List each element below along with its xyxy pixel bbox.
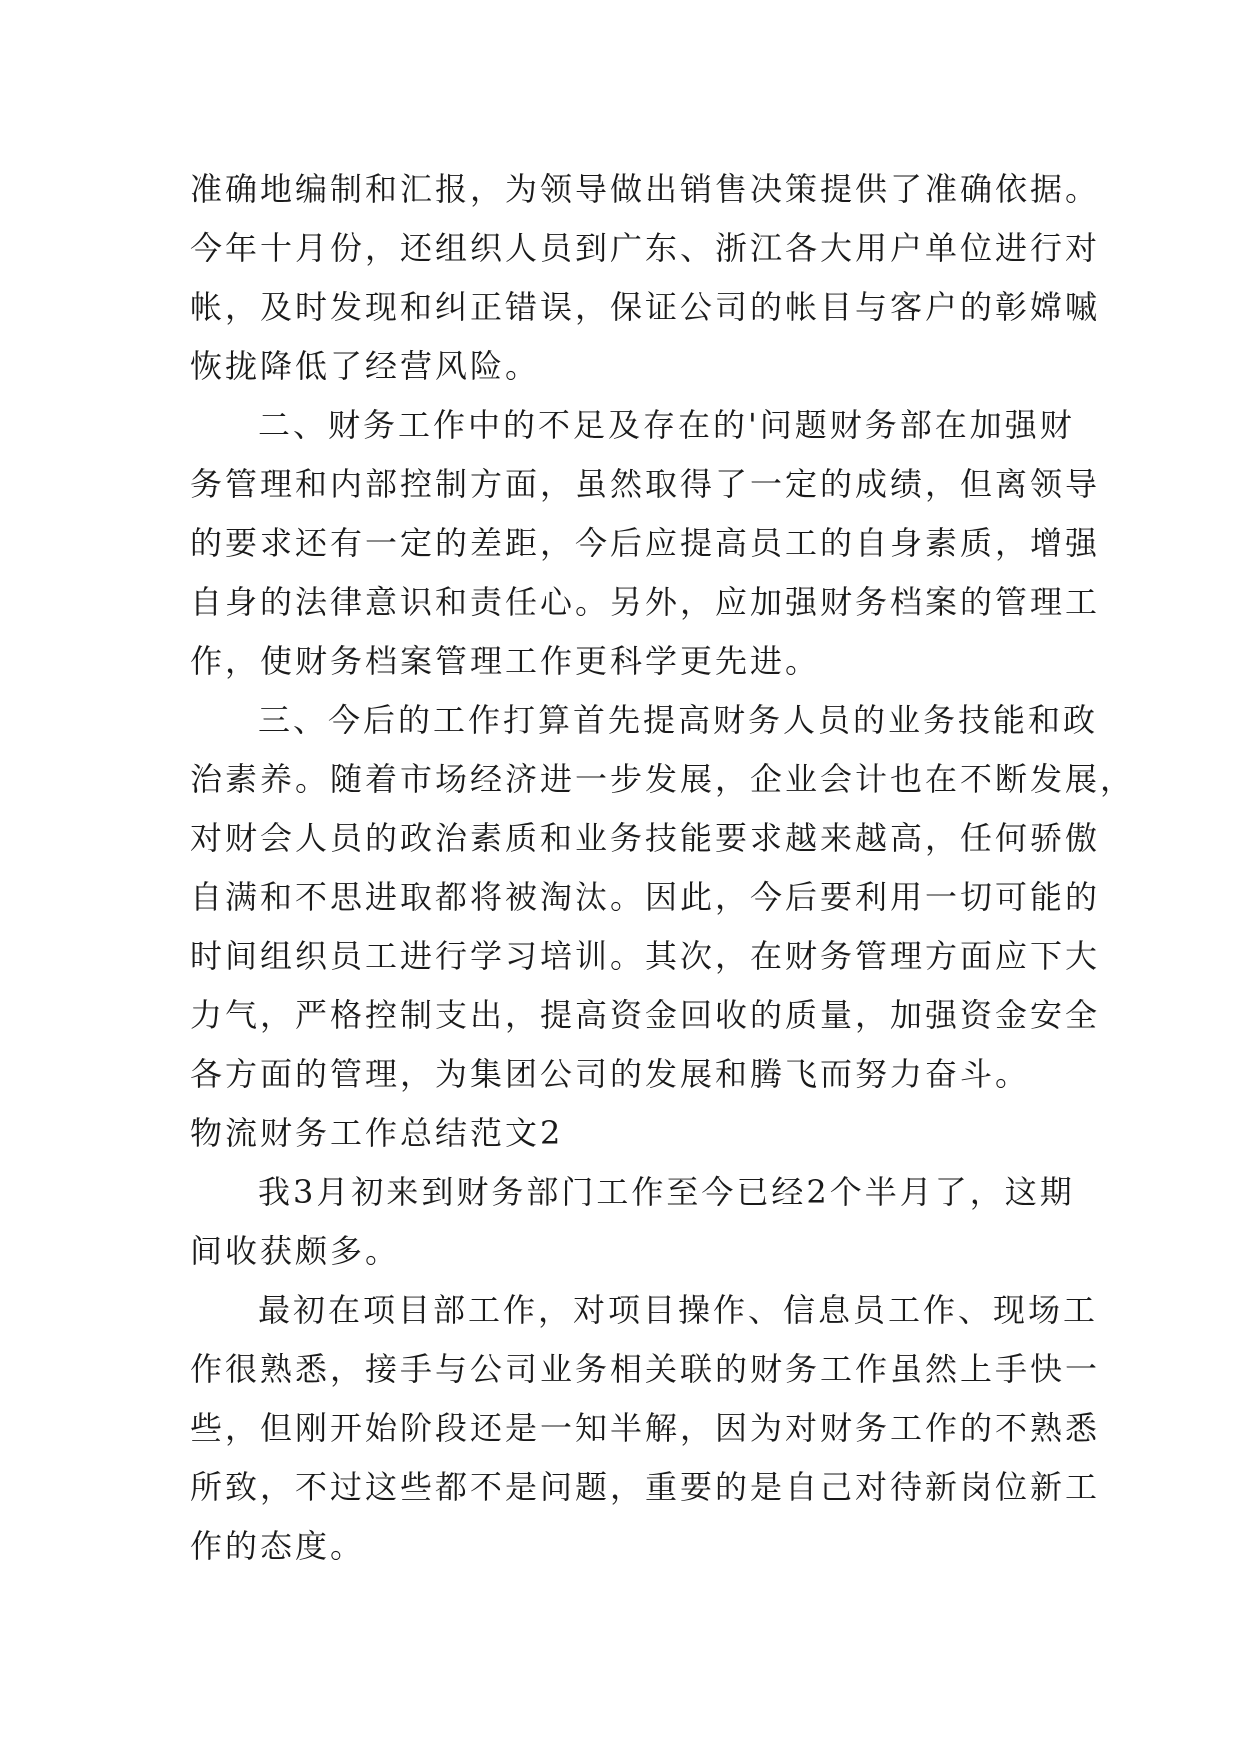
text-line: 今年十月份，还组织人员到广东、浙江各大用户单位进行对 — [190, 229, 1101, 267]
text-line: 治素养。随着市场经济进一步发展，企业会计也在不断发展， — [190, 760, 1136, 798]
text-line: 时间组织员工进行学习培训。其次，在财务管理方面应下大 — [190, 937, 1101, 975]
text-line: 些，但刚开始阶段还是一知半解，因为对财务工作的不熟悉 — [190, 1409, 1101, 1447]
paragraph-start-line: 三、今后的工作打算首先提高财务人员的业务技能和政 — [258, 701, 1099, 739]
paragraph-start-line: 我3月初来到财务部门工作至今已经2个半月了，这期 — [258, 1173, 1075, 1211]
text-line: 作，使财务档案管理工作更科学更先进。 — [190, 642, 821, 680]
text-line: 力气，严格控制支出，提高资金回收的质量，加强资金安全 — [190, 996, 1101, 1034]
text-line: 准确地编制和汇报，为领导做出销售决策提供了准确依据。 — [190, 170, 1101, 208]
paragraph-start-line: 二、财务工作中的不足及存在的'问题财务部在加强财 — [258, 406, 1075, 444]
text-line: 各方面的管理，为集团公司的发展和腾飞而努力奋斗。 — [190, 1055, 1031, 1093]
text-line: 自满和不思进取都将被淘汰。因此，今后要利用一切可能的 — [190, 878, 1101, 916]
section-heading: 物流财务工作总结范文2 — [190, 1114, 564, 1152]
paragraph-start-line: 最初在项目部工作，对项目操作、信息员工作、现场工 — [258, 1291, 1099, 1329]
text-line: 作很熟悉，接手与公司业务相关联的财务工作虽然上手快一 — [190, 1350, 1101, 1388]
document-body — [190, 160, 1136, 1576]
text-line: 所致，不过这些都不是问题，重要的是自己对待新岗位新工 — [190, 1468, 1101, 1506]
text-line: 恢拢降低了经营风险。 — [190, 347, 541, 385]
text-line: 帐，及时发现和纠正错误，保证公司的帐目与客户的彰嫦嘁 — [190, 288, 1101, 326]
text-line: 自身的法律意识和责任心。另外，应加强财务档案的管理工 — [190, 583, 1101, 621]
text-line: 的要求还有一定的差距，今后应提高员工的自身素质，增强 — [190, 524, 1101, 562]
text-line: 对财会人员的政治素质和业务技能要求越来越高，任何骄傲 — [190, 819, 1101, 857]
text-line: 务管理和内部控制方面，虽然取得了一定的成绩，但离领导 — [190, 465, 1101, 503]
text-line: 间收获颇多。 — [190, 1232, 401, 1270]
text-line: 作的态度。 — [190, 1527, 366, 1565]
